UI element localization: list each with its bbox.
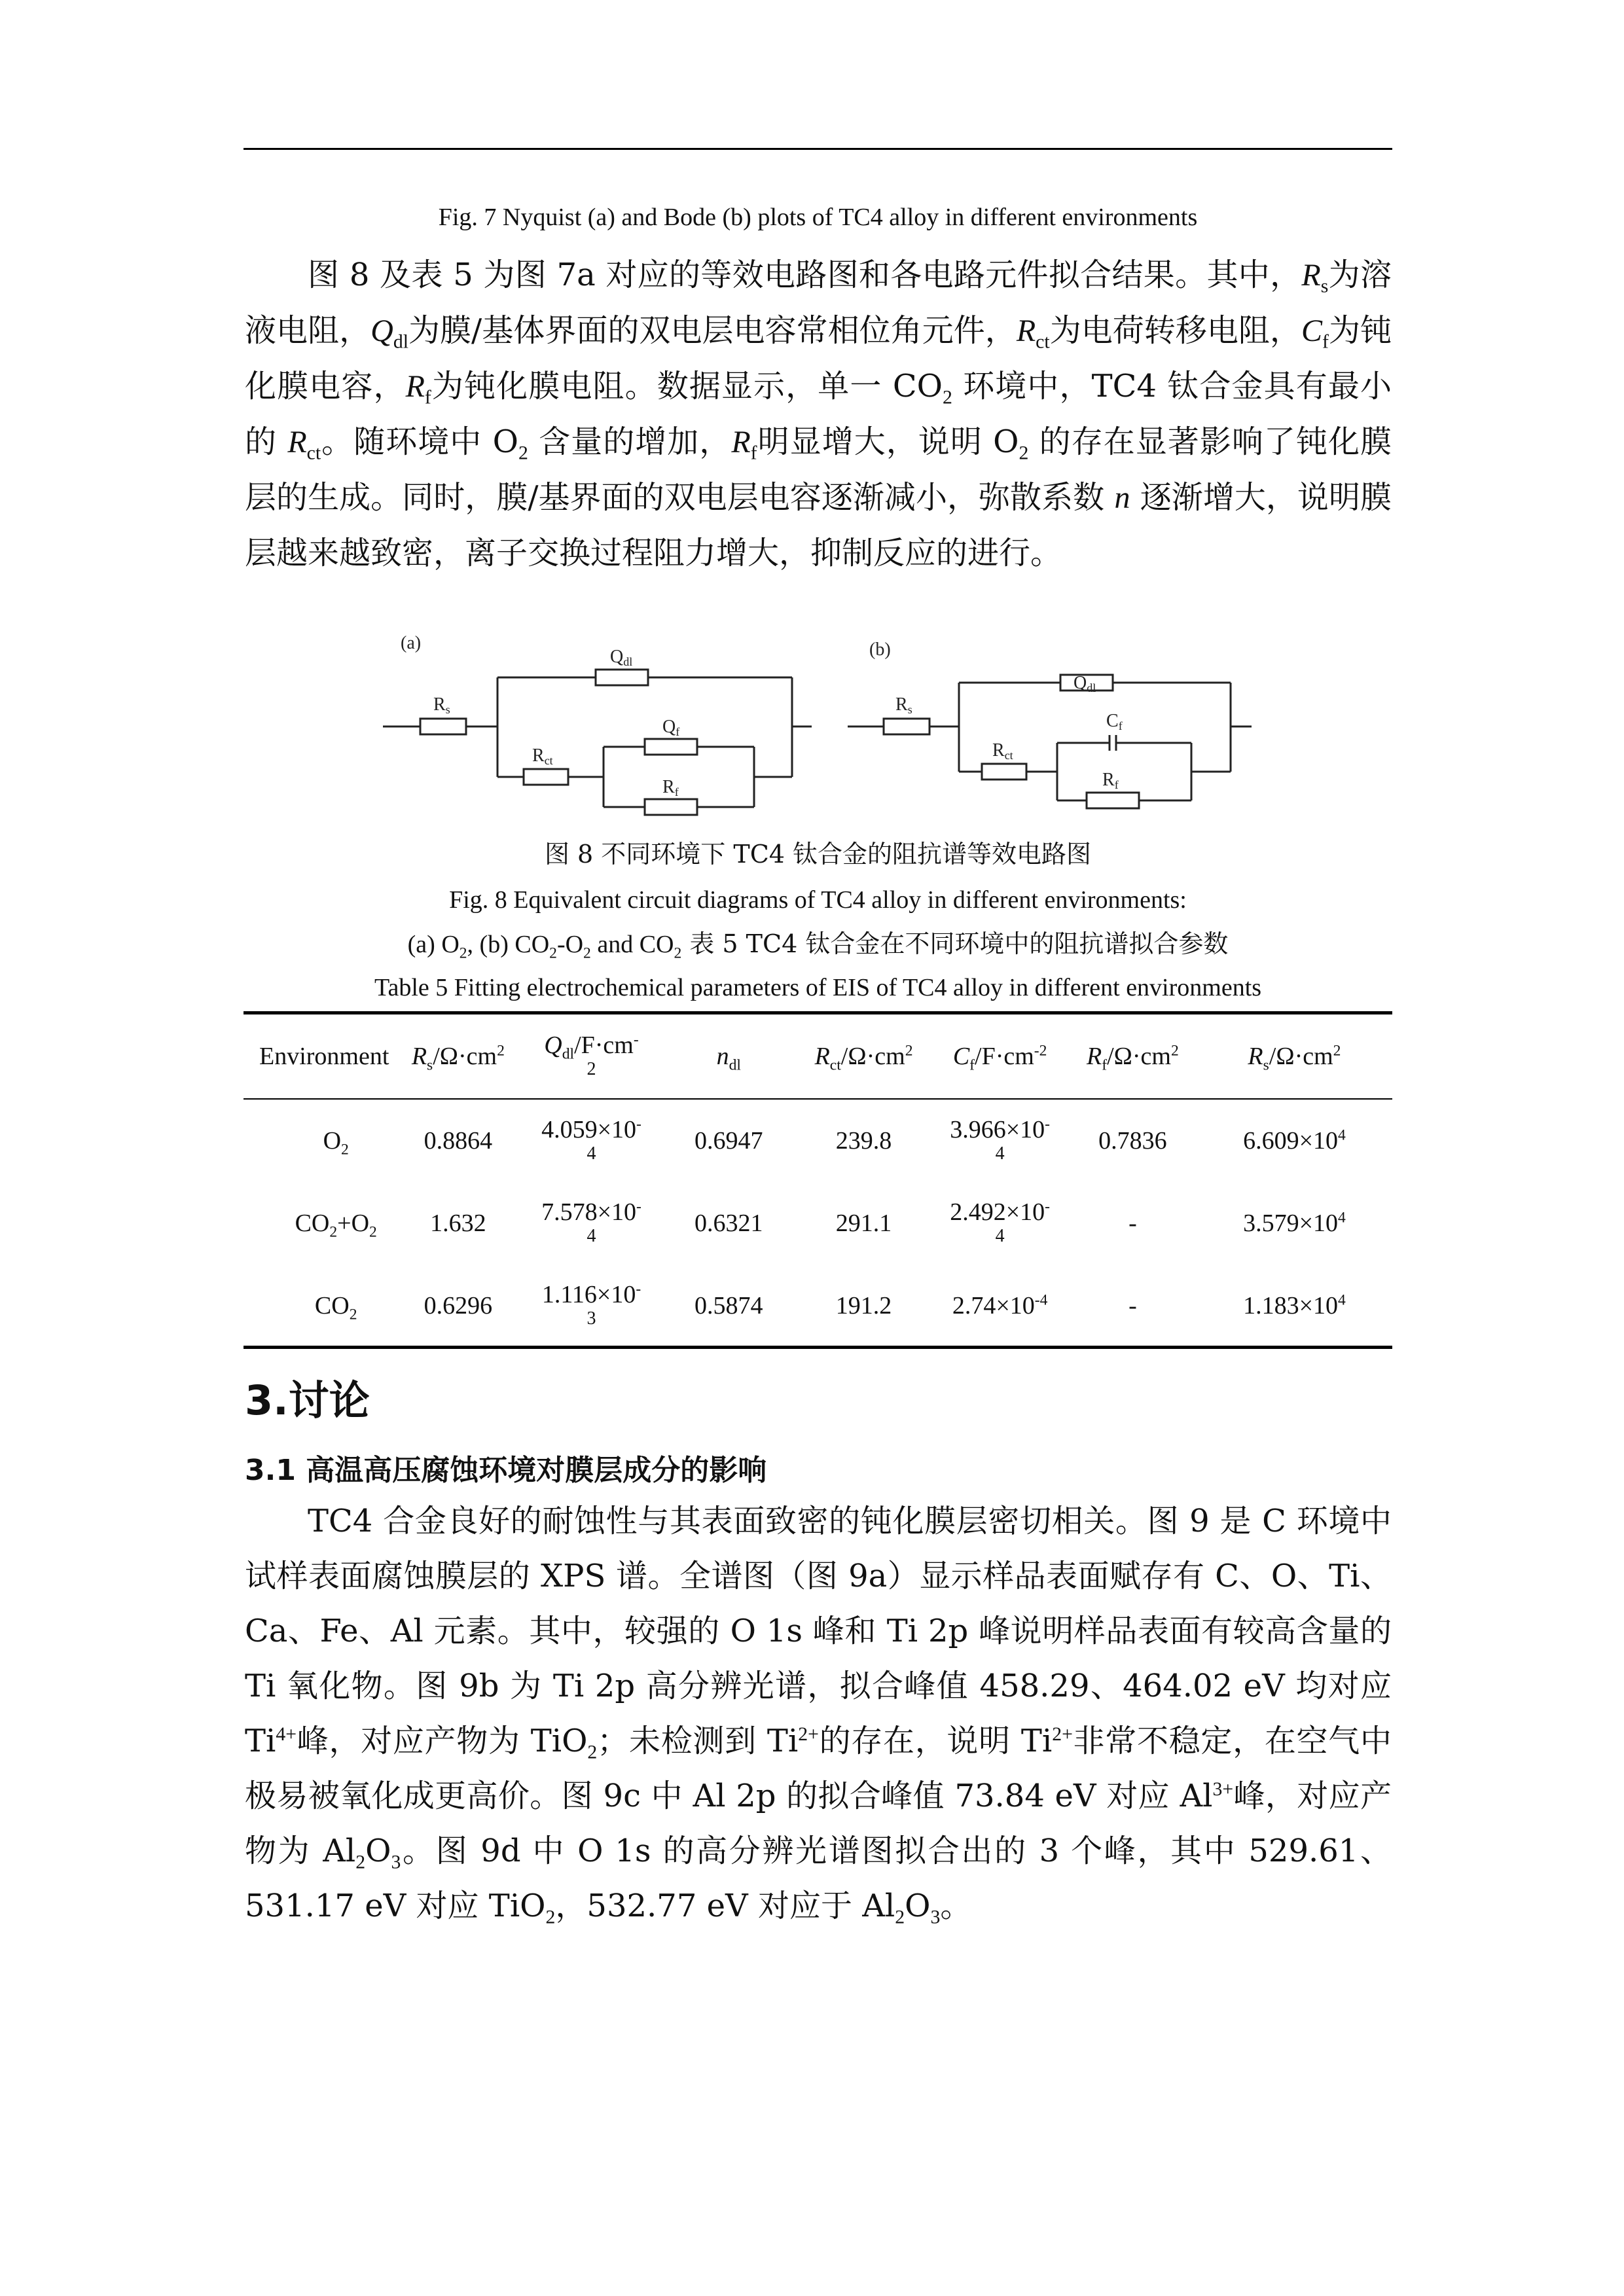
cell-rs: 0.8864 [424,1127,493,1155]
col-cf: $C_f/F\cdot cm^{-2}$ [931,1014,1069,1099]
cell-qdl: 7.578×10- 4 [541,1198,641,1246]
table-row [244,1182,1392,1265]
circuit-a-rf-label: Rf [662,777,679,798]
cell-rct: 291.1 [835,1210,892,1237]
circuit-b-qdl-label: Qdl [1074,673,1096,694]
cell-rct: 239.8 [835,1127,892,1155]
circuit-b-label: (b) [869,639,891,660]
table5-title-en: Table 5 Fitting electrochemical parameters of EIS of TC4 alloy in different environments [374,974,1262,1001]
circuit-b-rct-label: Rct [992,740,1013,762]
circuit-b-cf-label: Cf [1106,711,1123,732]
fig8-caption-en-line2: (a) $O_2$, (b) $CO_2-O_2$ and $CO_2$ 表 5 TC4 钛合金在不同环境中的阻抗谱拟合参数 [407,929,1229,962]
table5-title-zh: 表 5 TC4 钛合金在不同环境中的阻抗谱拟合参数 [681,929,1229,958]
cell-cf: $2.74\times 10^{-4}$ [952,1291,1048,1319]
cell-rf: - [1128,1292,1137,1319]
cell-cf: 2.492×10- 4 [950,1198,1051,1246]
table-bottom-rule [244,1346,1392,1349]
circuit-b-rs-label: Rs [895,694,912,716]
paragraph-1: 图 8 及表 5 为图 7a 对应的等效电路图和各电路元件拟合结果。其中，$R_s$为溶液电阻，$Q_{dl}$为膜/基体界面的双电层电容常相位角元件，$R_{ct}$为电荷转移电阻，$C_f$为钝化膜电容，$R_f$为钝化膜电阻。数据显示，单一 $CO_2$ 环境中，TC4 钛合金具有最小的 $R_{ct}$。随环境中 $O_2$ 含量的增加，$R_f$明显增大，说明 $O_2$ 的存在显著影响了钝化膜层的生成。同时，膜/基界面的双电层电容逐渐减小，弥散系数 n 逐渐增大，说明膜层越来越致密，离子交换过程阻力增大，抑制反应的进行。 [245,257,1392,571]
cell-env: $O_2$ [323,1127,349,1158]
col-qdl: $Q_{dl}/F\cdot cm^-$ 2 [522,1014,660,1099]
section-3-title: 3.讨论 [245,1376,370,1424]
equivalent-circuit-diagrams [367,625,1283,828]
cell-rs: 1.632 [430,1210,486,1237]
cell-rs-2: $1.183\times 10^4$ [1243,1291,1346,1319]
col-environment: Environment [244,1014,394,1099]
cell-env: $CO_2$ [314,1292,357,1323]
cell-rf: - [1128,1210,1137,1237]
cell-qdl: 1.116×10- 3 [541,1280,641,1329]
section-3-1-title: 3.1 高温高压腐蚀环境对膜层成分的影响 [245,1454,767,1487]
fig8-caption-en: Fig. 8 Equivalent circuit diagrams of TC4 alloy in different environments: [449,886,1187,914]
table-row [244,1099,1392,1182]
col-rct: $R_{ct}/\Omega\cdot cm^2$ [797,1014,931,1099]
circuit-a-rs-label: Rs [433,694,450,716]
fig8-caption-zh: 图 8 不同环境下 TC4 钛合金的阻抗谱等效电路图 [544,840,1092,869]
header-rule [244,148,1392,150]
cell-rs: 0.6296 [424,1292,493,1319]
circuit-b-rf-label: Rf [1102,770,1119,791]
cell-rf: 0.7836 [1098,1127,1167,1155]
cell-env: $CO_2+O_2$ [295,1210,377,1241]
cell-ndl: 0.6947 [695,1127,763,1155]
cell-qdl: 4.059×10- 4 [541,1115,641,1164]
circuit-a-label: (a) [401,633,422,653]
paragraph-2: TC4 合金良好的耐蚀性与其表面致密的钝化膜层密切相关。图 9 是 C 环境中试样表面腐蚀膜层的 XPS 谱。全谱图（图 9a）显示样品表面赋存有 C、O、Ti、Ca、Fe、Al 元素。其中，较强的 O 1s 峰和 Ti 2p 峰说明样品表面有较高含量的 Ti 氧化物。图 9b 为 Ti 2p 高分辨光谱，拟合峰值 458.29、464.02 eV 均对应 $Ti^{4+}$峰，对应产物为 TiO$_2$；未检测到 $Ti^{2+}$的存在，说明 $Ti^{2+}$非常不稳定，在空气中极易被氧化成更高价。图 9c 中 Al 2p 的拟合峰值 73.84 eV 对应 $Al^{3+}$峰，对应产物为 $Al_2O_3$。图 9d 中 O 1s 的高分辨光谱图拟合出的 3 个峰，其中 529.61、531.17 eV 对应 TiO$_2$，532.77 eV 对应于 $Al_2O_3$。 [245,1503,1392,1928]
circuit-a-qdl-label: Qdl [610,647,633,668]
circuit-a-qf-label: Qf [662,717,680,738]
col-rf: $R_f/\Omega\cdot cm^2$ [1069,1014,1197,1099]
table-header-row [244,1014,1392,1099]
cell-ndl: 0.6321 [695,1210,763,1237]
col-ndl: $n_{dl}$ [661,1014,797,1099]
circuit-a-rct-label: Rct [532,745,553,767]
table5 [244,1014,1392,1347]
table-row [244,1265,1392,1347]
cell-cf: 3.966×10- 4 [950,1115,1051,1164]
col-rs: $R_s/\Omega\cdot cm^2$ [394,1014,522,1099]
fig7-caption: Fig. 7 Nyquist (a) and Bode (b) plots of TC4 alloy in different environments [438,204,1198,231]
cell-rct: 191.2 [835,1292,892,1319]
cell-ndl: 0.5874 [695,1292,763,1319]
cell-rs-2: $6.609\times 10^4$ [1243,1126,1346,1155]
cell-rs-2: $3.579\times 10^4$ [1243,1209,1346,1237]
col-rs-2: $R_s/\Omega\cdot cm^2$ [1197,1014,1392,1099]
